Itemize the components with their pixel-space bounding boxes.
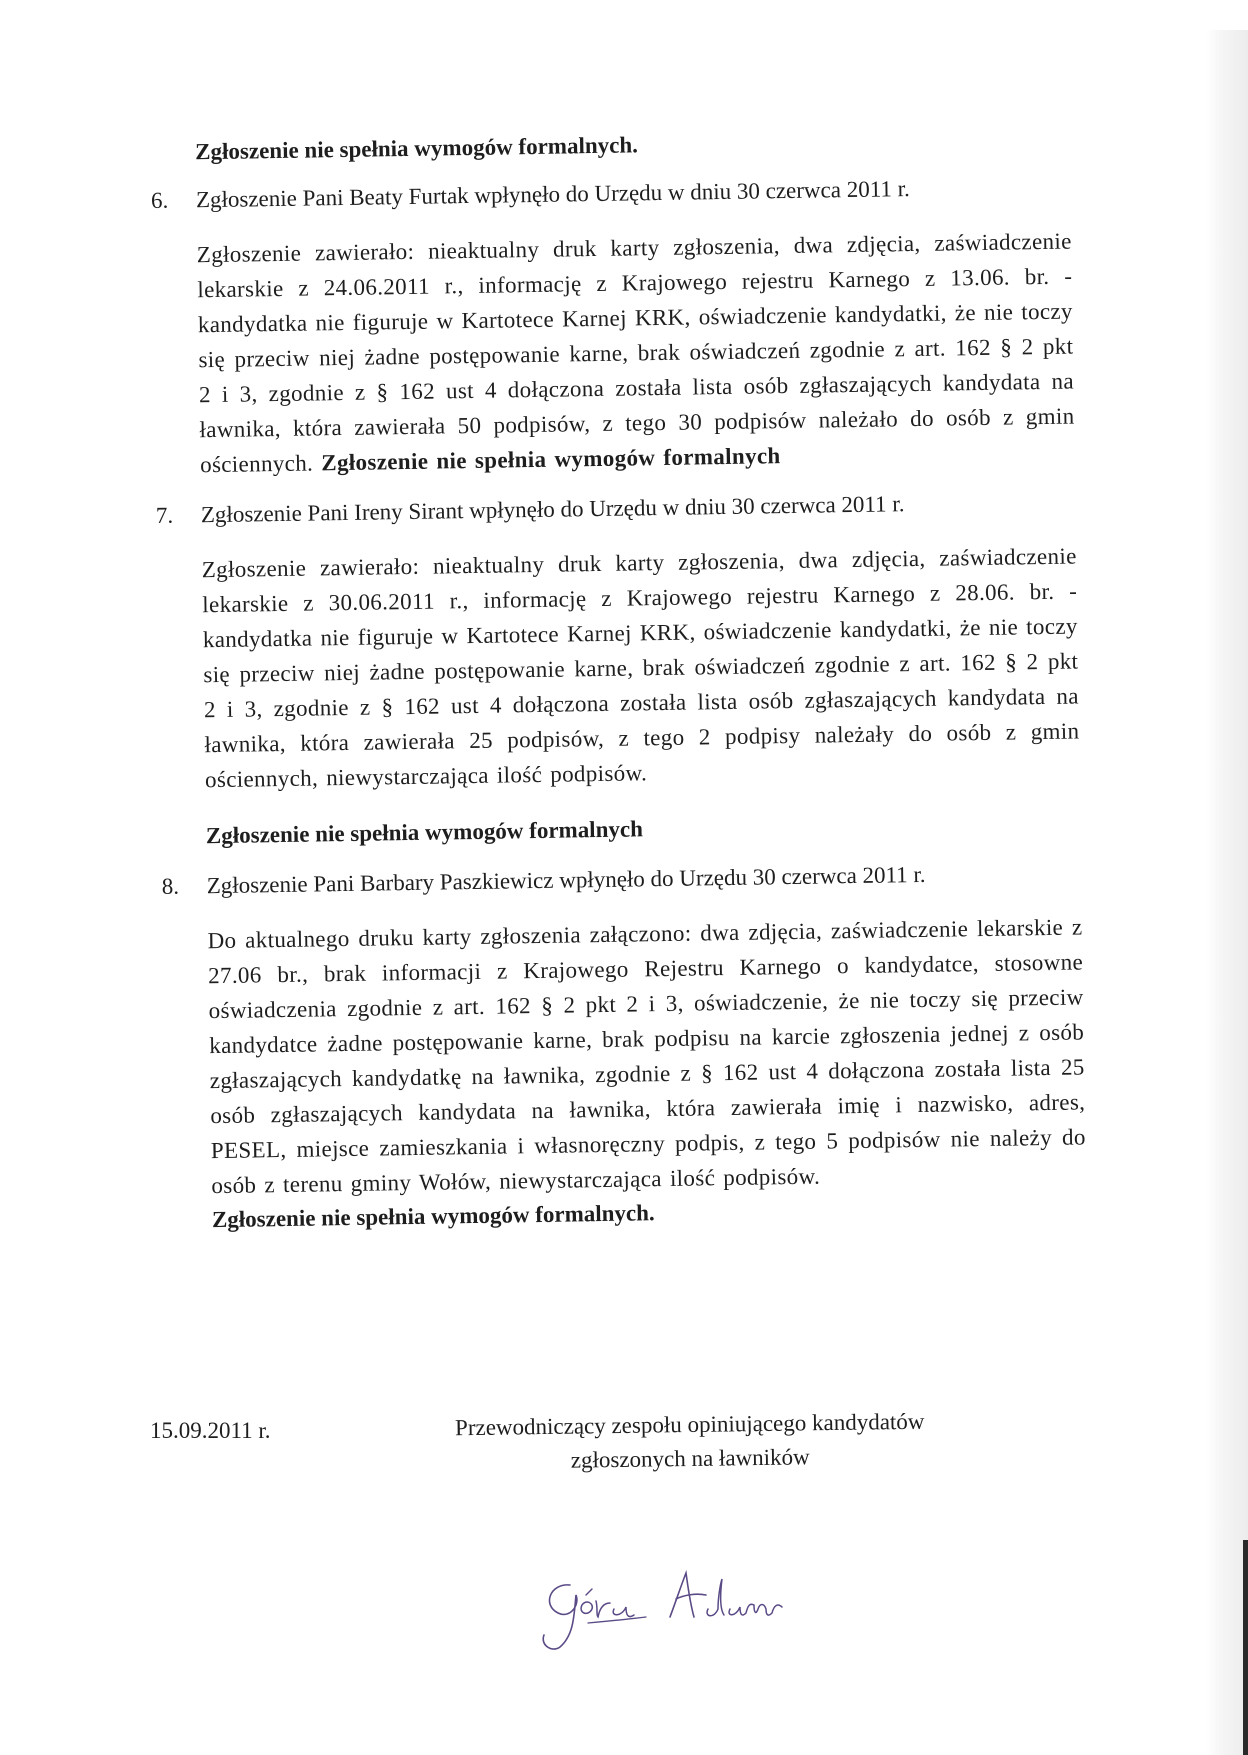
list-item-header [162,859,1082,899]
signature-stroke-a [670,1573,706,1617]
list-item-title: Zgłoszenie Pani Barbary Paszkiewicz wpłynęło do Urzędu 30 czerwca 2011 r. [206,861,926,899]
list-item-number: 7. [155,502,174,528]
list-item-body [197,224,1076,483]
scan-edge-shadow [1206,30,1248,1755]
list-item-title: Zgłoszenie Pani Ireny Sirant wpłynęło do Urzędu w dniu 30 czerwca 2011 r. [200,491,905,528]
document-content [150,126,1087,1254]
list-item-body-text: Zgłoszenie zawierało: nieaktualny druk karty zgłoszenia, dwa zdjęcia, zaświadczenie lekarskie z 24.06.2011 r., informację z Krajowego rejestru Karnego z 13.06. br. - kandydatka nie figuruje w Kartotece Karnej KRK, oświadczenie kandydatki, że nie toczy się przeciw niej żadne postępowanie karne, brak oświadczeń zgodnie z art. 162 § 2 pkt 2 i 3, zgodnie z § 162 ust 4 dołączona została lista osób zgłaszających kandydata na ławnika, która zawierała 50 podpisów, z tego 30 podpisów należało do osób z gmin ościennych. [196,228,1075,478]
list-item-conclusion: Zgłoszenie nie spełnia wymogów formalnych. [211,1200,655,1233]
footer-signatory-title [390,1404,991,1480]
list-item-number: 6. [150,187,169,213]
signature-accent [586,1589,592,1595]
scan-edge-dark [1243,1540,1248,1755]
footer-date: 15.09.2011 r. [150,1418,271,1443]
list-item-conclusion: Zgłoszenie nie spełnia wymogów formalnych [205,816,644,849]
list-item-body [207,909,1086,1203]
list-item-8 [162,859,1088,1233]
signature-underline [588,1617,646,1623]
list-item-6 [151,174,1076,483]
list-item-body-text: Do aktualnego druku karty zgłoszenia załączono: dwa zdjęcia, zaświadczenie lekarskie z 27.06 br., brak informacji z Krajowego Rejestru Karnego o kandydatce, stosowne oświadczenia zgodnie z art. 162 § 2 pkt 2 i 3, oświadczenie, że nie toczy się przeciw kandydatce żadne postępowanie karne, brak podpisu na karcie zgłoszenia jednej z osób zgłaszających kandydatkę na ławnika, zgodnie z § 162 ust 4 dołączona została lista 25 osób zgłaszających kandydata na ławnika, która zawierała imię i nazwisko, adres, PESEL, miejsce zamieszkania i własnoręczny podpis, z tego 5 podpisów nie należy do osób z terenu gminy Wołów, niewystarczająca ilość podpisów. [207,914,1086,1199]
list-item-7 [156,489,1081,850]
list-item-number: 8. [161,873,180,899]
document-footer [150,1408,1050,1488]
list-item-header [151,174,1071,214]
footer-title-line-1: Przewodniczący zespołu opiniującego kandydatów [454,1408,925,1441]
list-item-header [156,489,1076,529]
list-item-title: Zgłoszenie Pani Beaty Furtak wpłynęło do Urzędu w dniu 30 czerwca 2011 r. [195,176,910,213]
signature-stroke-g [543,1585,577,1649]
signature-stroke-dam [707,1579,782,1616]
list-item-inline-conclusion: Zgłoszenie nie spełnia wymogów formalnych [321,443,781,476]
handwritten-signature [530,1565,800,1655]
list-item-body [201,538,1080,797]
section-heading: Zgłoszenie nie spełnia wymogów formalnych. [194,132,639,165]
list-item-body-text: Zgłoszenie zawierało: nieaktualny druk karty zgłoszenia, dwa zdjęcia, zaświadczenie lekarskie z 30.06.2011 r., informację z Krajowego rejestru Karnego z 28.06. br. - kandydatka nie figuruje w Kartotece Karnej KRK, oświadczenie kandydatki, że nie toczy się przeciw niej żadne postępowanie karne, brak oświadczeń zgodnie z art. 162 § 2 pkt 2 i 3, zgodnie z § 162 ust 4 dołączona została lista osób zgłaszających kandydata na ławnika, która zawierała 25 podpisów, z tego 2 podpisy należały do osób z gmin ościennych, niewystarczająca ilość podpisów. [201,543,1080,793]
footer-title-line-2: zgłoszonych na ławników [570,1444,810,1473]
signature-stroke-ora [581,1601,634,1617]
